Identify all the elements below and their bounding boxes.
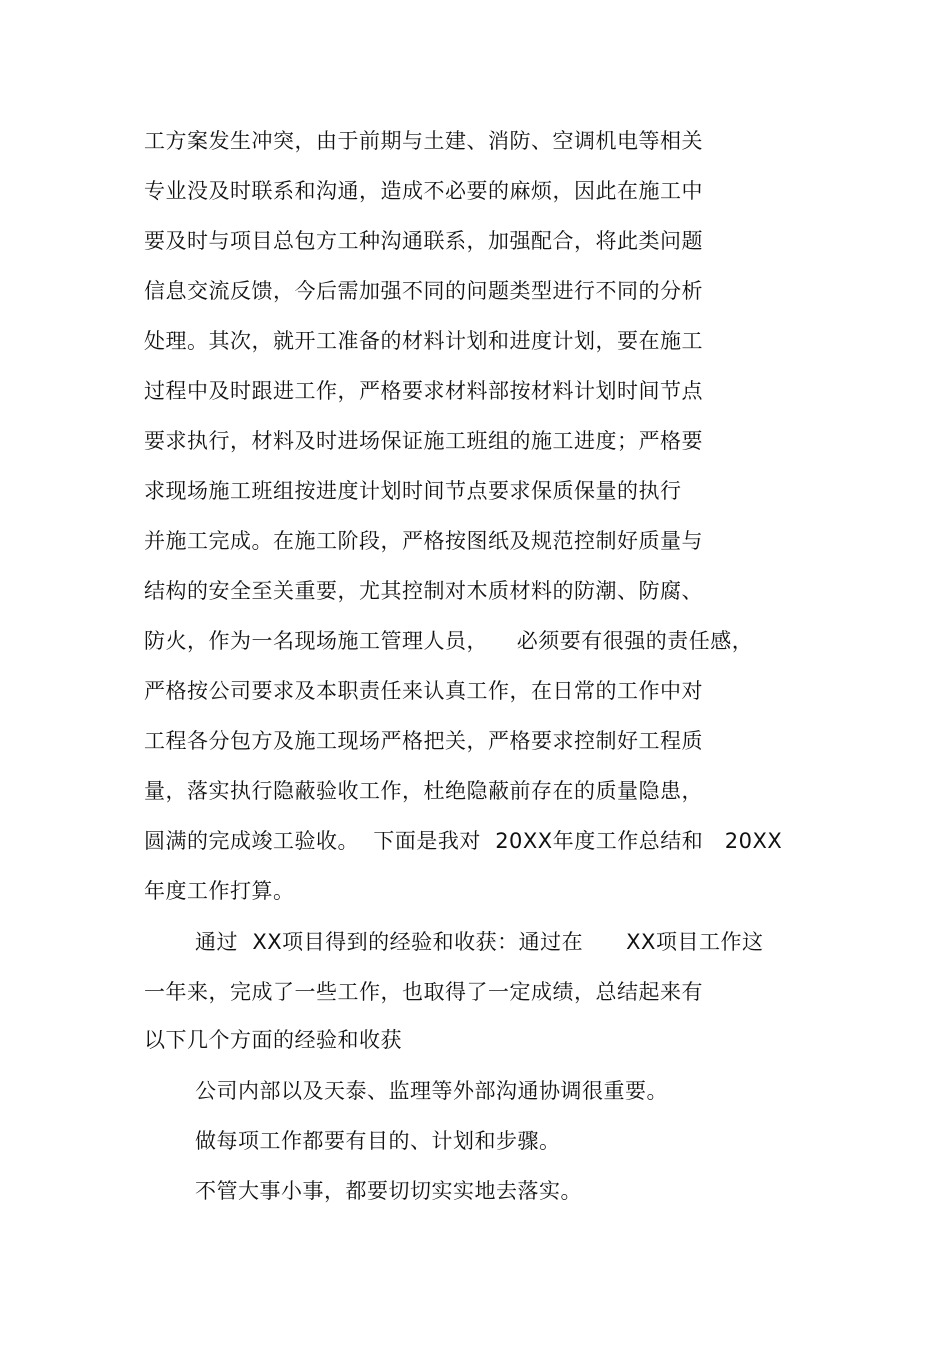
paragraph-line: 结构的安全至关重要，尤其控制对木质材料的防潮、防腐、 xyxy=(144,579,703,603)
paragraph-line: 工程各分包方及施工现场严格把关，严格要求控制好工程质 xyxy=(144,729,703,753)
paragraph-line: 专业没及时联系和沟通，造成不必要的麻烦，因此在施工中 xyxy=(144,179,703,203)
paragraph-line: 严格按公司要求及本职责任来认真工作，在日常的工作中对 xyxy=(144,679,703,703)
paragraph-line: 并施工完成。在施工阶段，严格按图纸及规范控制好质量与 xyxy=(144,529,703,553)
paragraph-line: 要求执行，材料及时进场保证施工班组的施工进度；严格要 xyxy=(144,429,703,453)
paragraph-line: 不管大事小事，都要切切实实地去落实。 xyxy=(195,1179,582,1203)
paragraph-line: 圆满的完成竣工验收。 下面是我对 20XX年度工作总结和 20XX xyxy=(144,829,783,853)
paragraph-line: 量，落实执行隐蔽验收工作，杜绝隐蔽前存在的质量隐患， xyxy=(144,779,703,803)
paragraph-line: 做每项工作都要有目的、计划和步骤。 xyxy=(195,1129,561,1153)
paragraph-line: 防火，作为一名现场施工管理人员， 必须要有很强的责任感， xyxy=(144,629,754,653)
paragraph-line: 工方案发生冲突，由于前期与土建、消防、空调机电等相关 xyxy=(144,129,703,153)
paragraph-line: 过程中及时跟进工作，严格要求材料部按材料计划时间节点 xyxy=(144,379,703,403)
paragraph-line: 求现场施工班组按进度计划时间节点要求保质保量的执行 xyxy=(144,479,682,503)
paragraph-line: 一年来，完成了一些工作，也取得了一定成绩，总结起来有 xyxy=(144,980,703,1004)
paragraph-line: 以下几个方面的经验和收获 xyxy=(144,1028,402,1052)
paragraph-line: 通过 XX项目得到的经验和收获：通过在 XX项目工作这 xyxy=(195,930,764,954)
paragraph-line: 要及时与项目总包方工种沟通联系，加强配合，将此类问题 xyxy=(144,229,703,253)
paragraph-line: 年度工作打算。 xyxy=(144,879,295,903)
paragraph-line: 公司内部以及天泰、监理等外部沟通协调很重要。 xyxy=(195,1079,668,1103)
paragraph-line: 处理。其次，就开工准备的材料计划和进度计划，要在施工 xyxy=(144,329,703,353)
paragraph-line: 信息交流反馈，今后需加强不同的问题类型进行不同的分析 xyxy=(144,279,703,303)
